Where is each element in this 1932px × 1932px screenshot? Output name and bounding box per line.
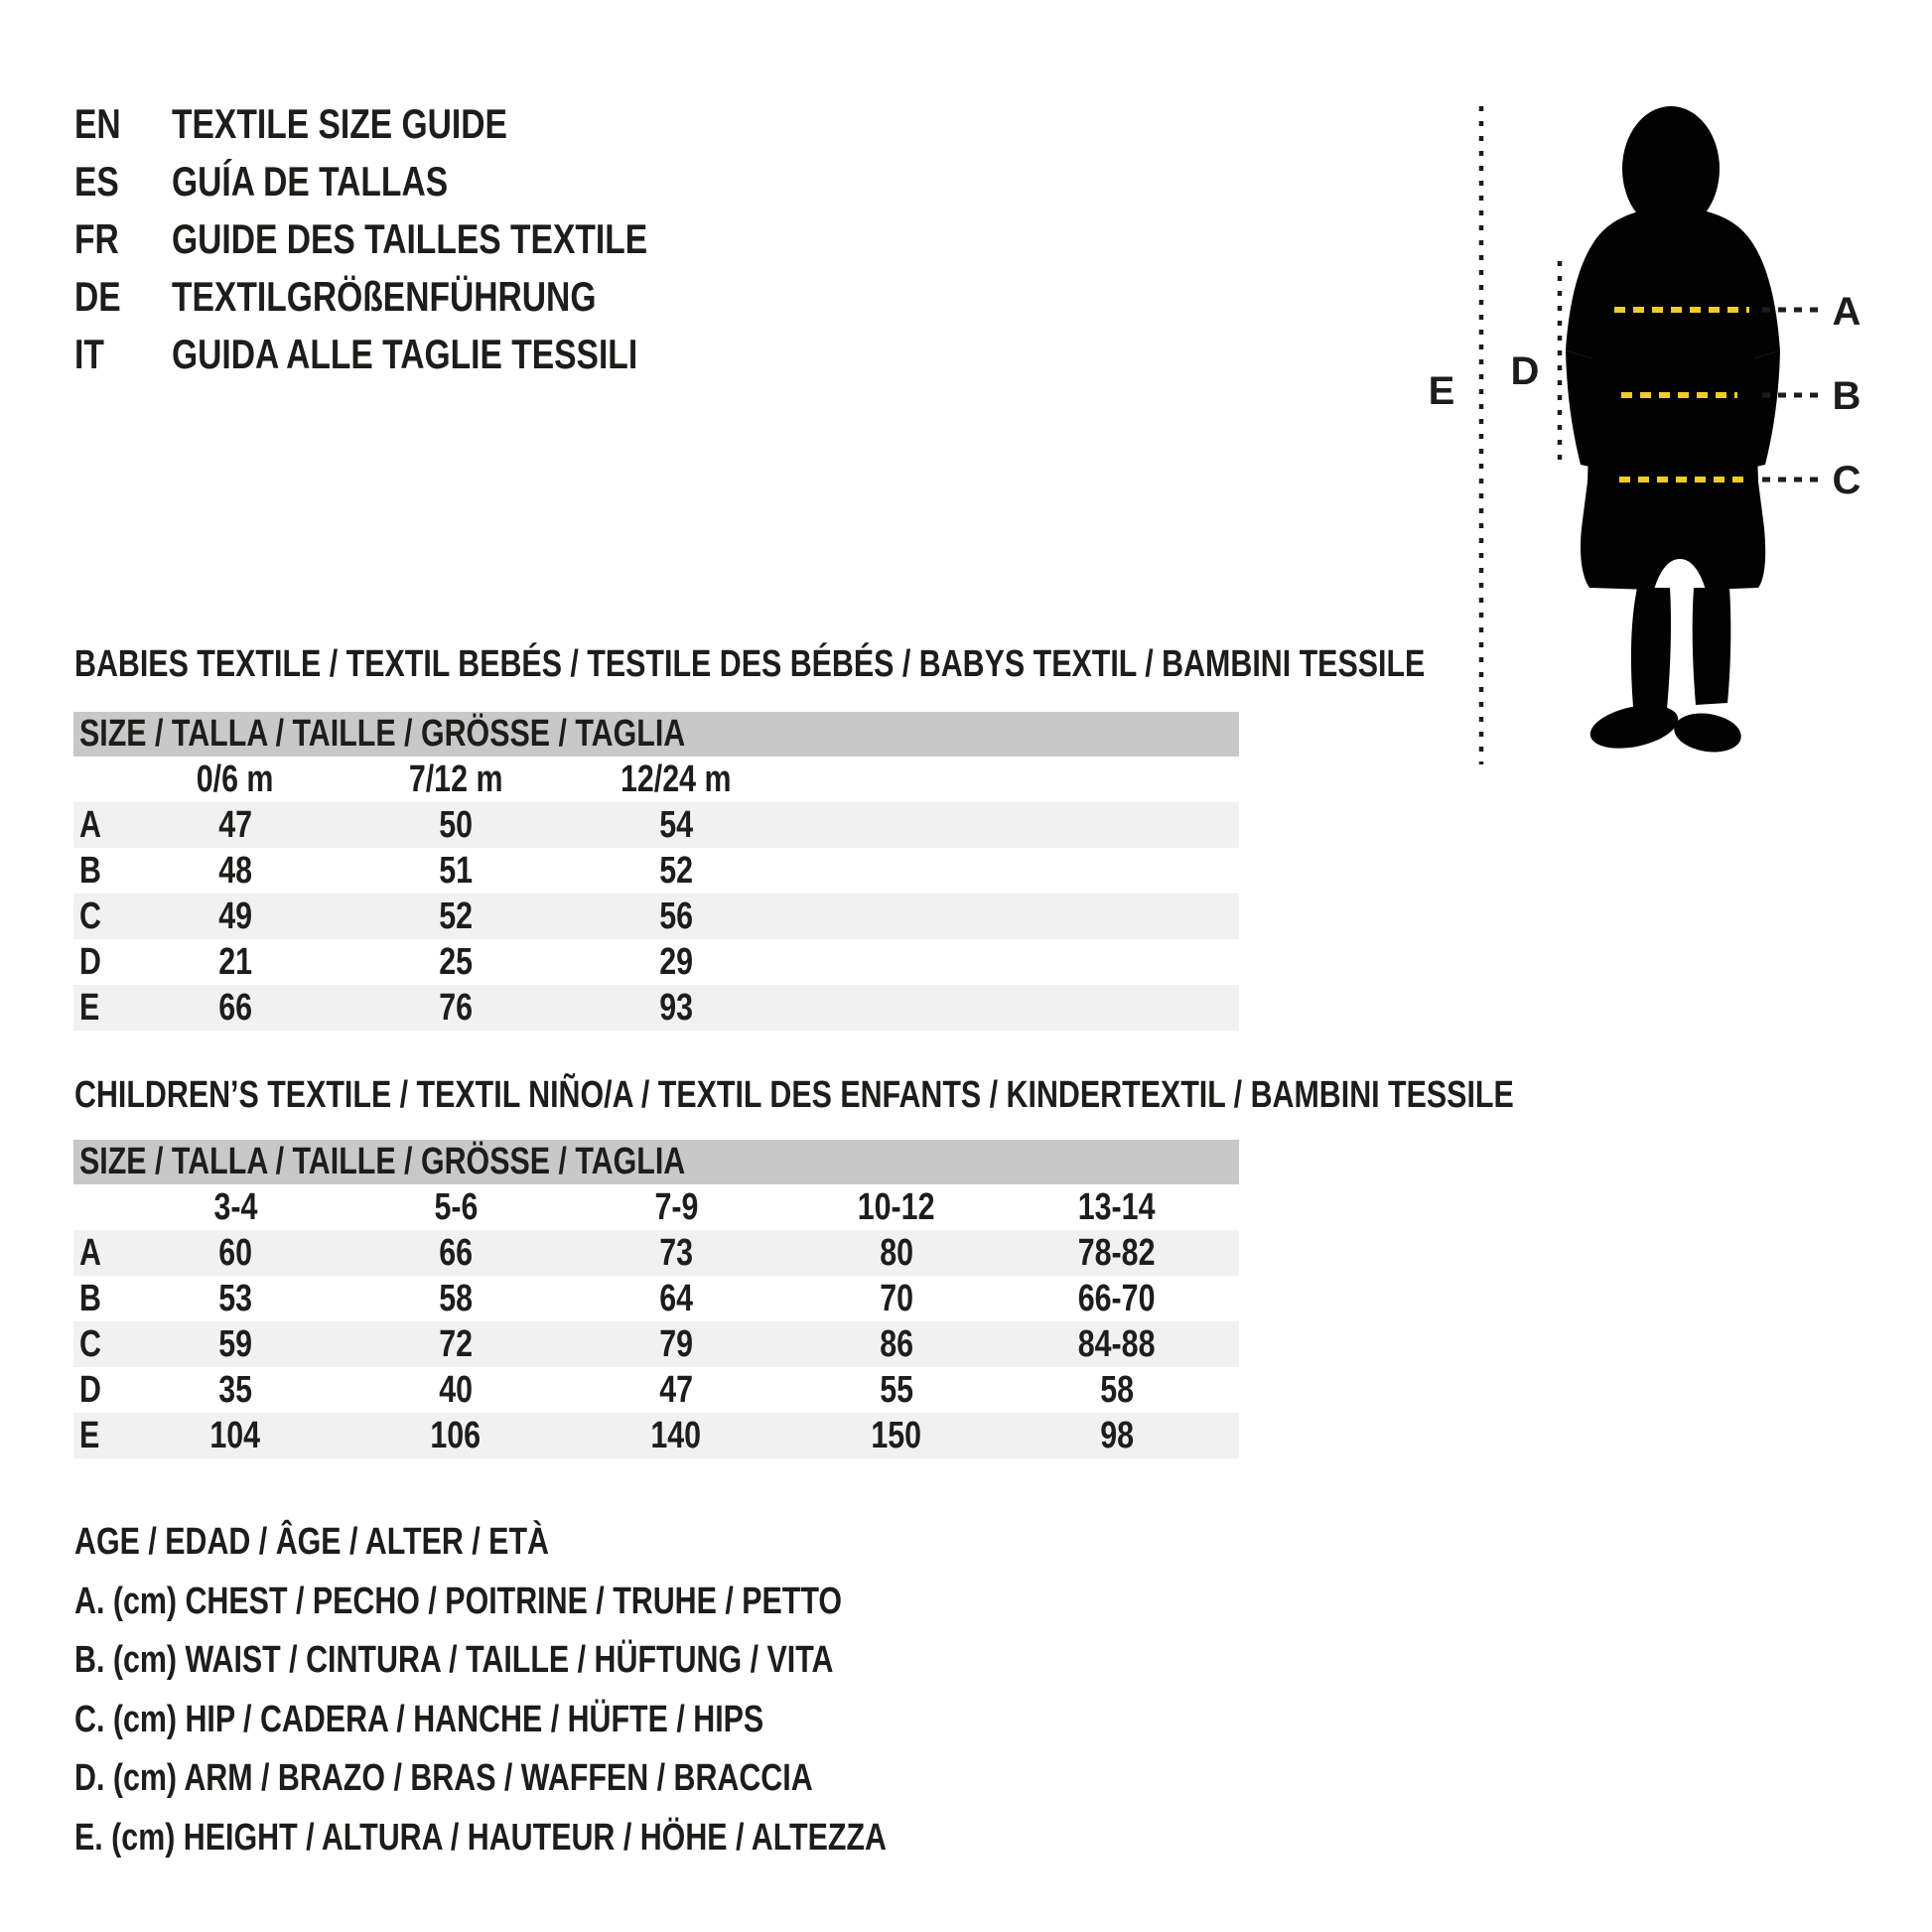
size-value-cell: [125, 1232, 345, 1275]
row-label: [73, 804, 125, 847]
language-code: [74, 215, 172, 263]
size-value-cell: [345, 1369, 566, 1412]
legend-line: [74, 1809, 1089, 1868]
legend-line-text: C. (cm) HIP / CADERA / HANCHE / HÜFTE / HIPS: [74, 1698, 764, 1740]
row-label: [73, 941, 125, 984]
size-value-cell: [345, 1323, 566, 1366]
size-value-text: 56: [659, 895, 693, 937]
legend-line-text: B. (cm) WAIST / CINTURA / TAILLE / HÜFTUNG / VITA: [74, 1639, 834, 1682]
legend-line-text: A. (cm) CHEST / PECHO / POITRINE / TRUHE / PETTO: [74, 1580, 843, 1622]
size-value-text: 80: [880, 1231, 913, 1274]
size-value-cell: [345, 850, 566, 893]
size-value-text: 106: [430, 1414, 482, 1456]
language-code-text: ES: [74, 158, 119, 205]
size-value-cell: [125, 850, 345, 893]
column-header-text: 0/6 m: [197, 758, 274, 800]
children-section-heading-text: CHILDREN’S TEXTILE / TEXTIL NIÑO/A / TEXTIL DES ENFANTS / KINDERTEXTIL / BAMBINI TESSILE: [74, 1074, 1514, 1116]
column-header-text: 10-12: [858, 1185, 935, 1228]
row-label-text: B: [79, 849, 101, 892]
size-value-cell: [566, 987, 786, 1030]
size-value-cell: [125, 1323, 345, 1366]
column-header-text: 12/24 m: [621, 758, 732, 800]
size-value-text: 73: [659, 1231, 693, 1274]
table-row: [73, 802, 1239, 848]
babies-size-table: [73, 712, 1239, 1031]
language-code-text: EN: [74, 100, 121, 147]
table-row: [73, 1413, 1239, 1458]
row-label: [73, 1278, 125, 1320]
size-value-cell: [345, 804, 566, 847]
row-label-text: D: [79, 1368, 101, 1411]
size-value-cell: [786, 1369, 1007, 1412]
size-value-text: 140: [650, 1414, 702, 1456]
size-value-text: 35: [218, 1368, 252, 1411]
column-header: [1007, 1186, 1227, 1229]
size-value-text: 64: [659, 1277, 693, 1319]
size-value-cell: [125, 804, 345, 847]
row-label-text: A: [79, 1231, 101, 1274]
language-code: [74, 158, 172, 206]
size-header-bar: [73, 712, 1239, 757]
language-title-text: TEXTILE SIZE GUIDE: [172, 100, 507, 147]
size-value-text: 21: [218, 940, 252, 983]
size-value-text: 52: [439, 895, 473, 937]
size-value-cell: [125, 896, 345, 938]
size-value-text: 55: [880, 1368, 913, 1411]
language-row: [74, 95, 766, 153]
table-row: [73, 1276, 1239, 1321]
row-label-text: B: [79, 1277, 101, 1319]
size-value-text: 150: [871, 1414, 922, 1456]
size-value-cell: [125, 1278, 345, 1320]
column-header: [786, 1186, 1007, 1229]
column-header-row: [73, 757, 1239, 802]
chest-marker-label: A: [1832, 290, 1862, 334]
language-code-text: IT: [74, 331, 104, 377]
size-value-cell: [566, 1415, 786, 1457]
row-label: [73, 896, 125, 938]
size-value-cell: [566, 1278, 786, 1320]
size-value-cell: [125, 941, 345, 984]
row-label-text: C: [79, 895, 101, 937]
table-row: [73, 985, 1239, 1031]
language-code-text: DE: [74, 273, 121, 320]
silhouette-shorts: [1581, 482, 1765, 590]
size-value-text: 50: [439, 803, 473, 846]
size-value-cell: [125, 1369, 345, 1412]
size-value-text: 25: [439, 940, 473, 983]
size-value-text: 53: [218, 1277, 252, 1319]
size-value-text: 76: [439, 986, 473, 1029]
row-label: [73, 1415, 125, 1457]
size-value-cell: [1007, 1369, 1227, 1412]
size-value-text: 52: [659, 849, 693, 892]
size-value-text: 72: [439, 1322, 473, 1365]
size-value-text: 51: [439, 849, 473, 892]
row-label-text: A: [79, 803, 101, 846]
row-label-text: E: [79, 986, 100, 1029]
column-header: [345, 759, 566, 801]
column-header: [125, 1186, 345, 1229]
size-value-cell: [786, 1415, 1007, 1457]
size-value-text: 29: [659, 940, 693, 983]
silhouette-right-shoe: [1671, 709, 1743, 757]
size-value-cell: [345, 941, 566, 984]
size-value-text: 48: [218, 849, 252, 892]
legend-line-text: AGE / EDAD / ÂGE / ALTER / ETÀ: [74, 1521, 549, 1564]
column-header: [125, 759, 345, 801]
size-value-text: 66-70: [1078, 1277, 1156, 1319]
size-value-text: 60: [218, 1231, 252, 1274]
row-label-text: C: [79, 1322, 101, 1365]
table-row: [73, 1230, 1239, 1276]
language-code: [74, 331, 172, 378]
size-value-text: 66: [218, 986, 252, 1029]
height-marker-label: E: [1428, 369, 1455, 413]
babies-section-heading-text: BABIES TEXTILE / TEXTIL BEBÉS / TESTILE DES BÉBÉS / BABYS TEXTIL / BAMBINI TESSILE: [74, 643, 1426, 685]
language-row: [74, 268, 766, 326]
language-title: [172, 273, 702, 321]
language-code: [74, 100, 172, 148]
size-value-cell: [566, 1323, 786, 1366]
language-row: [74, 210, 766, 268]
size-value-text: 47: [659, 1368, 693, 1411]
size-value-cell: [345, 1415, 566, 1457]
column-header: [345, 1186, 566, 1229]
row-label: [73, 1369, 125, 1412]
waist-marker-label: B: [1832, 374, 1862, 418]
size-value-cell: [786, 1278, 1007, 1320]
table-row: [73, 848, 1239, 894]
children-section-heading: [74, 1075, 1873, 1115]
column-header-text: 7-9: [654, 1185, 698, 1228]
size-value-text: 93: [659, 986, 693, 1029]
size-value-cell: [345, 987, 566, 1030]
hip-marker-label: C: [1832, 459, 1862, 502]
language-title: [172, 215, 766, 263]
language-title-text: GUIDE DES TAILLES TEXTILE: [172, 215, 648, 262]
language-row: [74, 326, 766, 383]
size-value-text: 59: [218, 1322, 252, 1365]
size-header-label: SIZE / TALLA / TAILLE / GRÖSSE / TAGLIA: [79, 713, 686, 755]
size-value-cell: [566, 896, 786, 938]
size-value-text: 58: [1100, 1368, 1134, 1411]
size-value-cell: [125, 987, 345, 1030]
column-header-text: 5-6: [434, 1185, 478, 1228]
language-row: [74, 153, 766, 210]
legend-line-text: D. (cm) ARM / BRAZO / BRAS / WAFFEN / BRACCIA: [74, 1757, 813, 1800]
size-value-cell: [566, 1232, 786, 1275]
language-code: [74, 273, 172, 321]
size-value-cell: [345, 1232, 566, 1275]
column-header-text: 7/12 m: [408, 758, 503, 800]
language-title: [172, 331, 754, 378]
size-value-text: 49: [218, 895, 252, 937]
children-size-table: [73, 1140, 1239, 1458]
row-label: [73, 1323, 125, 1366]
size-value-cell: [1007, 1278, 1227, 1320]
size-value-cell: [345, 1278, 566, 1320]
row-label: [73, 987, 125, 1030]
table-row: [73, 939, 1239, 985]
column-header-text: 13-14: [1078, 1185, 1156, 1228]
size-value-cell: [345, 896, 566, 938]
language-title: [172, 100, 591, 148]
table-row: [73, 1321, 1239, 1367]
size-value-text: 84-88: [1078, 1322, 1156, 1365]
size-value-text: 66: [439, 1231, 473, 1274]
column-header: [566, 1186, 786, 1229]
size-value-cell: [1007, 1323, 1227, 1366]
row-label: [73, 1232, 125, 1275]
table-row: [73, 894, 1239, 939]
size-value-text: 54: [659, 803, 693, 846]
babies-section-heading: [74, 644, 1762, 684]
size-value-cell: [566, 941, 786, 984]
legend-line: [74, 1573, 1089, 1632]
legend-line: [74, 1691, 1089, 1750]
size-value-cell: [566, 1369, 786, 1412]
language-code-text: FR: [74, 215, 119, 262]
size-value-text: 79: [659, 1322, 693, 1365]
size-value-cell: [786, 1323, 1007, 1366]
size-header-label: SIZE / TALLA / TAILLE / GRÖSSE / TAGLIA: [79, 1141, 686, 1182]
size-value-cell: [566, 850, 786, 893]
size-value-text: 104: [209, 1414, 261, 1456]
row-label-text: D: [79, 940, 101, 983]
row-label: [73, 850, 125, 893]
silhouette-left-shoe: [1587, 698, 1682, 756]
size-value-text: 40: [439, 1368, 473, 1411]
size-value-cell: [1007, 1415, 1227, 1457]
column-header: [566, 759, 786, 801]
arm-marker-label: D: [1510, 349, 1540, 393]
language-title-text: GUÍA DE TALLAS: [172, 158, 449, 205]
size-value-text: 58: [439, 1277, 473, 1319]
legend-line: [74, 1513, 1089, 1573]
legend-line: [74, 1749, 1089, 1809]
size-value-cell: [1007, 1232, 1227, 1275]
size-value-cell: [786, 1232, 1007, 1275]
language-title-text: GUIDA ALLE TAGLIE TESSILI: [172, 331, 638, 377]
legend-line: [74, 1631, 1089, 1691]
size-value-text: 98: [1100, 1414, 1134, 1456]
table-row: [73, 1367, 1239, 1413]
measurement-legend: [74, 1513, 1089, 1867]
silhouette-shirt: [1566, 207, 1780, 482]
size-value-text: 70: [880, 1277, 913, 1319]
language-title: [172, 158, 517, 206]
size-value-cell: [125, 1415, 345, 1457]
row-label-text: E: [79, 1414, 100, 1456]
language-title-text: TEXTILGRÖßENFÜHRUNG: [172, 273, 597, 320]
size-value-text: 78-82: [1078, 1231, 1156, 1274]
column-header-row: [73, 1184, 1239, 1230]
size-value-text: 86: [880, 1322, 913, 1365]
size-value-text: 47: [218, 803, 252, 846]
legend-line-text: E. (cm) HEIGHT / ALTURA / HAUTEUR / HÖHE / ALTEZZA: [74, 1816, 887, 1859]
language-title-block: [74, 95, 766, 383]
size-header-bar: [73, 1140, 1239, 1184]
column-header-text: 3-4: [213, 1185, 257, 1228]
size-value-cell: [566, 804, 786, 847]
